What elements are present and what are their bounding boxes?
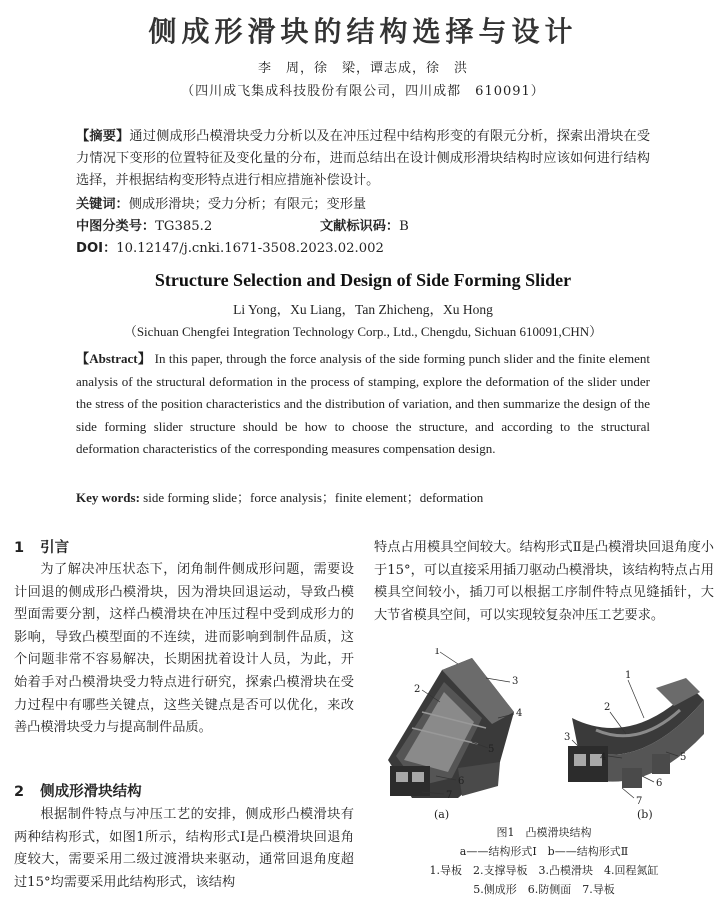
keywords-cn-label: 关键词： bbox=[76, 197, 129, 212]
slider-structure-a bbox=[388, 658, 514, 798]
keywords-cn-text: 侧成形滑块；受力分析；有限元；变形量 bbox=[128, 197, 367, 212]
section-2-heading bbox=[14, 780, 142, 801]
abstract-cn-text: 通过侧成形凸模滑块受力分析以及在冲压过程中结构形变的有限元分析，探索出滑块在受力情况下变形的位置特征及变化量的分布，进而总结出在设计侧成形滑块结构时应该如何进行结构选择，并根据结构变形特点进行相应措施补偿设计。 bbox=[76, 129, 651, 188]
doi-text: 10.12147/j.cnki.1671-3508.2023.02.002 bbox=[116, 241, 384, 256]
figure-1-legend-line2: 5.侧成形 6.防侧面 7.导板 bbox=[473, 883, 615, 896]
section-1-body: 为了解决冲压状态下，闭角制件侧成形问题，需要设计回退的侧成形凸模滑块，因为滑块回退运动，导致凸模型面需要分割，这样凸模滑块在冲压过程中受到成形力的影响，导致凸模型面的不连续，进而影响到制件品质，这个问题非常不容易解决，长期困扰着设计人员，为此，开始着手对凸模滑块受力特点进行研究，探索凸模滑块在受力过程中有哪些关键点，这些关键点是否可以优化，来改善凸模滑块受力与提高制件品质。 bbox=[14, 562, 354, 736]
doc-code-label: 文献标识码： bbox=[320, 219, 400, 234]
slider-structure-b bbox=[568, 678, 704, 788]
section-2-number: 2 bbox=[14, 784, 25, 800]
affiliation-en: （Sichuan Chengfei Integration Technology Corp., Ltd., Chengdu, Sichuan 610091,CHN） bbox=[123, 324, 603, 339]
abstract-en bbox=[76, 348, 650, 461]
paper-title-en: Structure Selection and Design of Side Forming Slider bbox=[154, 270, 572, 290]
figure-b-label-4: 4 bbox=[600, 752, 607, 763]
section-2-body: 根据制件特点与冲压工艺的安排，侧成形凸模滑块有两种结构形式，如图1所示，结构形式Ⅰ是凸模滑块回退角度较大，需要采用二级过渡滑块来驱动，通常回退角度超过15°均需要采用此结构形式，该结构 bbox=[14, 807, 354, 890]
figure-1a-label: (a) bbox=[434, 808, 450, 821]
doc-code-text: B bbox=[399, 219, 409, 234]
keywords-en bbox=[76, 487, 483, 506]
figure-b-label-6: 6 bbox=[656, 778, 663, 789]
clc-label: 中图分类号： bbox=[76, 219, 156, 234]
section-1-title: 引言 bbox=[40, 540, 70, 556]
abstract-en-text: In this paper, through the force analysis of the side forming punch slider and the finite element analysis of the structural deformation in the process of stamping, explore the deformation of the slider under the stress of the position characteristics and the distribution of variation, and then summarize the design of the side forming slider structure should be how to choose the structure, and according to the structural deformation characteristics of the corresponding measures compensation design. bbox=[76, 351, 651, 456]
figure-a-label-1: 1 bbox=[434, 648, 441, 657]
figure-1-drawing bbox=[382, 648, 718, 814]
document-code bbox=[320, 216, 409, 238]
keywords-en-text: side forming slide；force analysis；finite element；deformation bbox=[143, 490, 484, 505]
paper-title-cn: 侧成形滑块的结构选择与设计 bbox=[148, 15, 578, 48]
affiliation-cn: （四川成飞集成科技股份有限公司，四川成都 610091） bbox=[181, 84, 545, 99]
figure-1-legend-ab: a——结构形式Ⅰ b——结构形式Ⅱ bbox=[459, 845, 629, 858]
keywords-en-label: Key words: bbox=[76, 490, 140, 505]
section-2-title: 侧成形滑块结构 bbox=[40, 784, 142, 800]
authors-cn: 李 周，徐 梁，谭志成，徐 洪 bbox=[257, 61, 468, 76]
figure-a-label-3: 3 bbox=[512, 676, 519, 687]
figure-b-label-7: 7 bbox=[636, 796, 643, 807]
authors-en: Li Yong，Xu Liang，Tan Zhicheng，Xu Hong bbox=[233, 302, 493, 317]
figure-b-label-5: 5 bbox=[680, 752, 687, 763]
doi-label: DOI： bbox=[76, 241, 117, 256]
clc-text: TG385.2 bbox=[155, 219, 213, 234]
figure-a-label-5: 5 bbox=[488, 744, 495, 755]
section-1-number: 1 bbox=[14, 540, 25, 556]
figure-1b-label: (b) bbox=[637, 808, 653, 821]
figure-a-label-6: 6 bbox=[458, 776, 465, 787]
figure-b-label-1: 1 bbox=[625, 670, 632, 681]
abstract-cn bbox=[76, 126, 650, 192]
figure-b-label-3: 3 bbox=[564, 732, 571, 743]
abstract-en-label: 【Abstract】 bbox=[76, 351, 152, 366]
figure-a-label-4: 4 bbox=[516, 708, 523, 719]
figure-1-caption: 图1 凸模滑块结构 bbox=[496, 826, 592, 839]
figure-a-label-7: 7 bbox=[446, 790, 453, 801]
right-column-text: 特点占用模具空间较大。结构形式Ⅱ是凸模滑块回退角度小于15°，可以直接采用插刀驱动凸模滑块，该结构特点占用模具空间较小，插刀可以根据工序制件特点见缝插针，大大节省模具空间，可以实现较复杂冲压工艺要求。 bbox=[374, 540, 714, 623]
figure-a-label-2: 2 bbox=[414, 684, 421, 695]
abstract-cn-label: 【摘要】 bbox=[76, 129, 130, 144]
figure-1-legend-line1: 1.导板 2.支撑导板 3.凸模滑块 4.回程氮缸 bbox=[429, 864, 659, 877]
doi bbox=[76, 238, 384, 260]
figure-b-label-2: 2 bbox=[604, 702, 611, 713]
section-1-heading bbox=[14, 536, 69, 557]
clc-number bbox=[76, 216, 212, 238]
keywords-cn bbox=[76, 194, 366, 216]
